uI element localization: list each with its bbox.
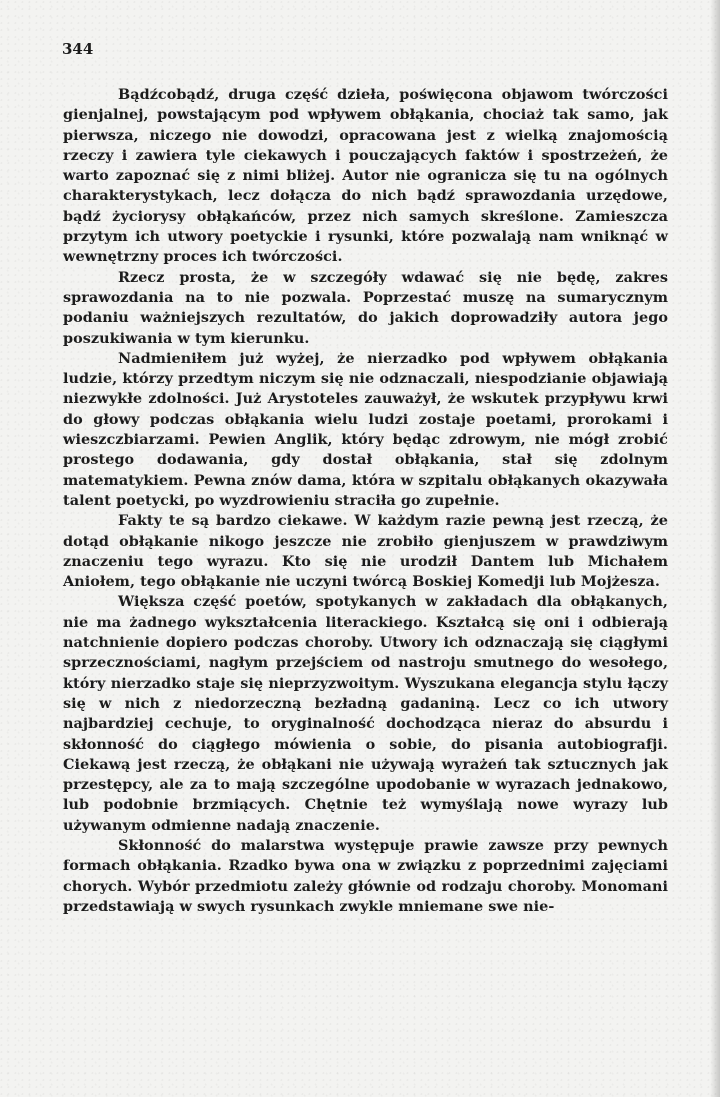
body-text [63,85,668,917]
paragraph: Rzecz prosta, że w szczegóły wdawać się nie będę, zakres sprawozdania na to nie pozwala. Poprzestać muszę na sumarycznym podaniu ważniejszych rezultatów, do jakich doprowadziły autora jego poszukiwania w tym kierunku. [63,268,668,347]
page-edge-shadow [710,0,720,1097]
paragraph: Nadmieniłem już wyżej, że nierzadko pod wpływem obłąkania ludzie, którzy przedtym niczym się nie odznaczali, niespodzianie objawiają niezwykłe zdolności. Już Arystoteles zauważył, że wskutek przypływu krwi do głowy podczas obłąkania wielu ludzi zostaje poetami, prorokami i wieszczbiarzami. Pewien Anglik, który będąc zdrowym, nie mógł zrobić prostego dodawania, gdy dostał obłąkania, stał się zdolnym matematykiem. Pewna znów dama, która w szpitalu obłąkanych okazywała talent poetycki, po wyzdrowieniu straciła go zupełnie. [63,349,668,509]
paragraph: Bądźcobądź, druga część dzieła, poświęcona objawom twórczości gienjalnej, powstającym pod wpływem obłąkania, chociaż tak samo, jak pierwsza, niczego nie dowodzi, opracowana jest z wielką znajomością rzeczy i zawiera tyle ciekawych i pouczających faktów i spostrzeżeń, że warto zapoznać się z nimi bliżej. Autor nie ogranicza się tu na ogólnych charakterystykach, lecz dołącza do nich bądź sprawozdania urzędowe, bądź życiorysy obłąkańców, przez nich samych skreślone. Zamieszcza przytym ich utwory poetyckie i rysunki, które pozwalają nam wniknąć w wewnętrzny proces ich twórczości. [63,86,668,266]
paragraph: Fakty te są bardzo ciekawe. W każdym razie pewną jest rzeczą, że dotąd obłąkanie nikogo jeszcze nie zrobiło gienjuszem w prawdziwym znaczeniu tego wyrazu. Kto się nie urodził Dantem lub Michałem Aniołem, tego obłąkanie nie uczyni twórcą Boskiej Komedji lub Mojżesza. [63,512,668,591]
page-number: 344 [62,40,94,58]
paragraph: Większa część poetów, spotykanych w zakładach dla obłąkanych, nie ma żadnego wykształcenia literackiego. Kształcą się oni i odbierają natchnienie dopiero podczas choroby. Utwory ich odznaczają się ciągłymi sprzecznościami, nagłym przejściem od nastroju smutnego do wesołego, który nierzadko staje się nieprzyzwoitym. Wyszukana elegancja stylu łączy się w nich z niedorzeczną bezładną gadaniną. Lecz co ich utwory najbardziej cechuje, to oryginalność dochodząca nieraz do absurdu i skłonność do ciągłego mówienia o sobie, do pisania autobiografji. Ciekawą jest rzeczą, że obłąkani nie używają wyrażeń tak sztucznych jak przestępcy, ale za to mają szczególne upodobanie w wyrazach jednakowo, lub podobnie brzmiących. Chętnie też wymyślają nowe wyrazy lub używanym odmienne nadają znaczenie. [63,593,668,834]
paragraph: Skłonność do malarstwa występuje prawie zawsze przy pewnych formach obłąkania. Rzadko bywa ona w związku z poprzednimi zajęciami chorych. Wybór przedmiotu zależy głównie od rodzaju choroby. Monomani przedstawiają w swych rysunkach zwykle mniemane swe nie- [63,836,668,915]
